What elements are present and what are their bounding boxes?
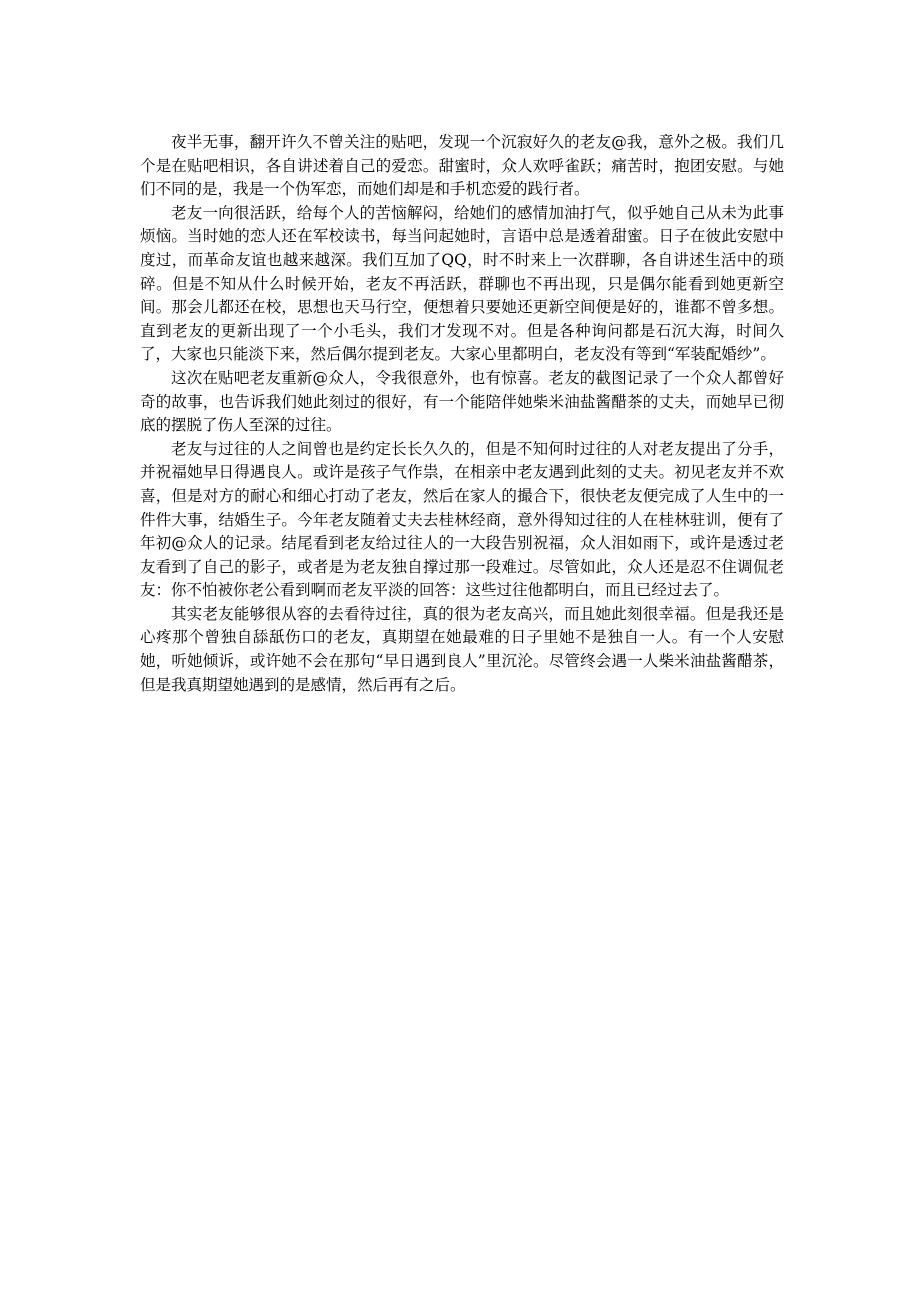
paragraph-2: 老友一向很活跃，给每个人的苦恼解闷，给她们的感情加油打气，似乎她自己从未为此事烦恼。当时她的恋人还在军校读书，每当问起她时，言语中总是透着甜蜜。日子在彼此安慰中度过，而革命友谊也越来越深。我们互加了QQ，时不时来上一次群聊，各自讲述生活中的琐碎。但是不知从什么时候开始，老友不再活跃，群聊也不再出现，只是偶尔能看到她更新空间。那会儿都还在校，思想也天马行空，便想着只要她还更新空间便是好的，谁都不曾多想。直到老友的更新出现了一个小毛头，我们才发现不对。但是各种询问都是石沉大海，时间久了，大家也只能淡下来，然后偶尔提到老友。大家心里都明白，老友没有等到“军装配婚纱”。 [140,203,784,364]
paragraph-4: 老友与过往的人之间曾也是约定长长久久的，但是不知何时过往的人对老友提出了分手，并祝福她早日得遇良人。或许是孩子气作祟，在相亲中老友遇到此刻的丈夫。初见老友并不欢喜，但是对方的耐心和细心打动了老友，然后在家人的撮合下，很快老友便完成了人生中的一件件大事，结婚生子。今年老友随着丈夫去桂林经商，意外得知过往的人在桂林驻训，便有了年初@众人的记录。结尾看到老友给过往人的一大段告别祝福，众人泪如雨下，或许是透过老友看到了自己的影子，或者是为老友独自撑过那一段难过。尽管如此，众人还是忍不住调侃老友：你不怕被你老公看到啊而老友平淡的回答：这些过往他都明白，而且已经过去了。 [140,439,784,600]
paragraph-3: 这次在贴吧老友重新@众人，令我很意外，也有惊喜。老友的截图记录了一个众人都曾好奇的故事，也告诉我们她此刻过的很好，有一个能陪伴她柴米油盐酱醋茶的丈夫，而她早已彻底的摆脱了伤人至深的过往。 [140,368,784,435]
document-body [140,131,784,697]
paragraph-1: 夜半无事，翻开许久不曾关注的贴吧，发现一个沉寂好久的老友@我，意外之极。我们几个是在贴吧相识，各自讲述着自己的爱恋。甜蜜时，众人欢呼雀跃；痛苦时，抱团安慰。与她们不同的是，我是一个伪军恋，而她们却是和手机恋爱的践行者。 [140,133,784,199]
paragraph-5: 其实老友能够很从容的去看待过往，真的很为老友高兴，而且她此刻很幸福。但是我还是心疼那个曾独自舔舐伤口的老友，真期望在她最难的日子里她不是独自一人。有一个人安慰她，听她倾诉，或许她不会在那句“早日遇到良人”里沉沦。尽管终会遇一人柴米油盐酱醋茶，但是我真期望她遇到的是感情，然后再有之后。 [140,604,784,694]
